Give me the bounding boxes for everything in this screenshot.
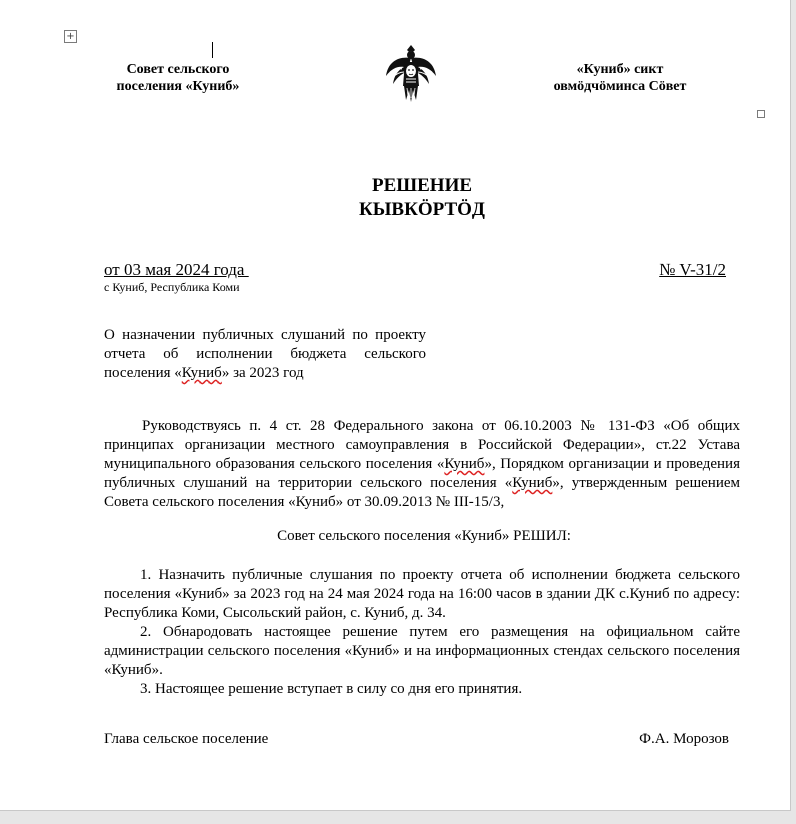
signature-name: Ф.А. Морозов bbox=[639, 731, 729, 747]
spellcheck-word[interactable]: Куниб bbox=[512, 475, 553, 491]
preamble-paragraph bbox=[104, 417, 740, 512]
header-right-council-name bbox=[540, 61, 700, 95]
decision-item: 1. Назначить публичные слушания по проекту отчета об исполнении бюджета сельского поселения «Куниб» за 2023 год на 24 мая 2024 года на 16:00 часов в здании ДК с.Куниб по адресу: Республика Коми, Сысольский район, с. Куниб, д. 34. bbox=[104, 567, 740, 621]
table-move-handle-icon[interactable]: + bbox=[64, 30, 77, 43]
decided-heading: Совет сельского поселения «Куниб» РЕШИЛ: bbox=[277, 528, 571, 544]
spellcheck-word[interactable]: Куниб bbox=[181, 365, 222, 381]
preamble-text-1: Руководствуясь п. 4 ст. 28 Федерального закона от 06.10.2003 № 131-ФЗ «Об общих принципах организации местного самоуправления в Российской Федерации», ст.22 Устава муниципального образования сельского поселения « bbox=[104, 418, 740, 472]
spellcheck-word[interactable]: Куниб bbox=[444, 456, 485, 472]
decision-items bbox=[104, 566, 740, 699]
header-left-line-1: Совет сельского bbox=[126, 62, 230, 77]
header-right-line-2: овмӧдчӧминса Сӧвет bbox=[553, 79, 687, 94]
header-left-council-name bbox=[100, 61, 256, 95]
decision-number: № V-31/2 bbox=[659, 260, 726, 279]
preamble-text-2: », Порядком организации и проведения публичных слушаний на территории сельского поселения « bbox=[104, 456, 740, 491]
header-right-line-1: «Куниб» сикт bbox=[576, 62, 664, 77]
decision-item: 2. Обнародовать настоящее решение путем его размещения на официальном сайте администрации сельского поселения «Куниб» и на информационных стендах сельского поселения «Куниб». bbox=[104, 624, 740, 678]
document-title bbox=[0, 174, 796, 222]
text-cursor bbox=[212, 42, 213, 58]
title-komi: КЫВКӦРТӦД bbox=[358, 199, 486, 220]
subject-text-2: » за 2023 год bbox=[221, 365, 304, 381]
title-russian: РЕШЕНИЕ bbox=[371, 175, 473, 196]
preamble-text-3: », утвержденным решением Совета сельского поселения «Куниб» от 30.09.2013 № III-15/3, bbox=[104, 475, 740, 510]
header-left-line-2: поселения «Куниб» bbox=[116, 79, 240, 94]
komi-coat-of-arms-icon bbox=[384, 42, 438, 104]
decision-place: с Куниб, Республика Коми bbox=[104, 280, 240, 294]
subject-text-1: О назначении публичных слушаний по проекту отчета об исполнении бюджета сельского поселения « bbox=[104, 327, 426, 381]
decision-subject bbox=[104, 326, 426, 383]
decision-date: от 03 мая 2024 года bbox=[104, 260, 249, 279]
signature-position: Глава сельское поселение bbox=[104, 731, 269, 747]
table-resize-handle-icon[interactable] bbox=[757, 110, 765, 118]
decision-item: 3. Настоящее решение вступает в силу со дня его принятия. bbox=[140, 681, 523, 697]
